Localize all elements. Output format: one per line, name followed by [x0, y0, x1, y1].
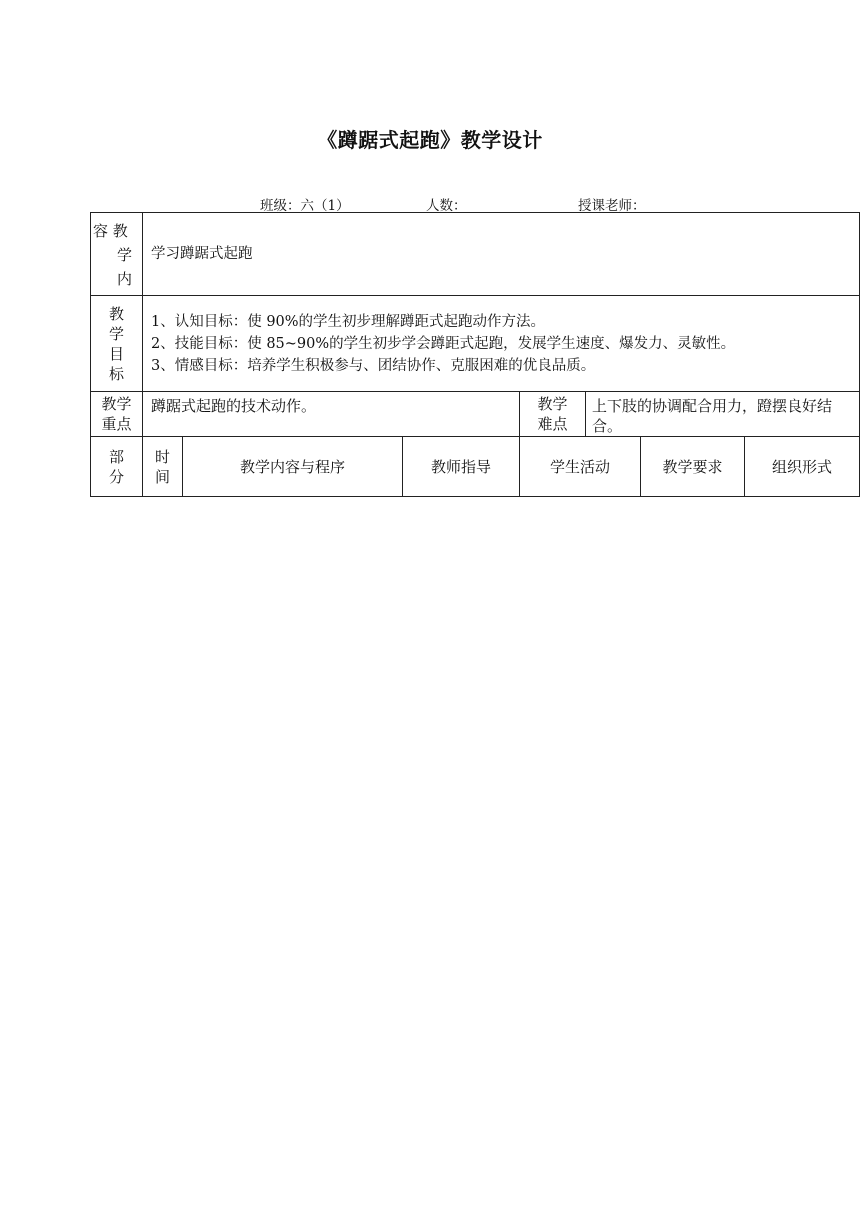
teacher-label: 授课老师：: [578, 198, 646, 214]
column-header-organization: 组织形式: [745, 437, 860, 497]
lesson-plan-table: [90, 212, 860, 497]
focus-label-line1: 教学: [101, 395, 132, 413]
column-header-requirement: 教学要求: [641, 437, 745, 497]
teaching-focus-label: [91, 392, 143, 437]
class-label: 班级：六（1）: [260, 198, 350, 214]
difficulty-label-line2: 难点: [537, 415, 568, 433]
teaching-content-label-cell: [91, 213, 143, 296]
teaching-content-row: [91, 213, 860, 296]
teaching-difficulty-label: [520, 392, 586, 437]
teaching-goals-list: [143, 296, 860, 392]
goals-label-char: 标: [108, 364, 124, 383]
time-line2: 间: [154, 467, 170, 486]
part-line1: 部: [108, 447, 124, 466]
teaching-goals-label: [91, 296, 143, 392]
column-header-content: 教学内容与程序: [183, 437, 403, 497]
time-line1: 时: [154, 447, 170, 466]
focus-difficulty-row: [91, 392, 860, 437]
teaching-content-text: 学习蹲踞式起跑: [143, 213, 860, 296]
focus-label-line2: 重点: [101, 415, 132, 433]
goal-item-skill: 2、技能目标：使 85~90%的学生初步学会蹲距式起跑，发展学生速度、爆发力、灵敏性。: [151, 335, 736, 352]
goal-item-emotion: 3、情感目标：培养学生积极参与、团结协作、克服困难的优良品质。: [151, 357, 596, 374]
teaching-content-label-line1: 容 教: [93, 222, 128, 240]
column-header-row: [91, 437, 860, 497]
difficulty-label-line1: 教学: [537, 395, 568, 413]
teaching-difficulty-text: 上下肢的协调配合用力，蹬摆良好结合。: [586, 392, 860, 437]
student-count-label: 人数：: [426, 198, 467, 214]
document-title: 《蹲踞式起跑》教学设计: [317, 128, 543, 152]
part-line2: 分: [108, 467, 124, 486]
column-header-teacher-guidance: 教师指导: [403, 437, 520, 497]
goal-item-cognitive: 1、认知目标：使 90%的学生初步理解蹲距式起跑动作方法。: [151, 313, 546, 330]
column-header-part: [91, 437, 143, 497]
teaching-content-label-line3: 内: [116, 270, 132, 288]
teaching-focus-text: 蹲踞式起跑的技术动作。: [143, 392, 520, 437]
column-header-time: [143, 437, 183, 497]
teaching-goals-row: [91, 296, 860, 392]
goals-label-char: 教: [108, 304, 124, 323]
teaching-content-label-line2: 学: [116, 246, 132, 264]
goals-label-char: 目: [108, 344, 124, 363]
column-header-student-activity: 学生活动: [520, 437, 641, 497]
goals-label-char: 学: [108, 324, 124, 343]
class-info-line: [0, 194, 860, 212]
